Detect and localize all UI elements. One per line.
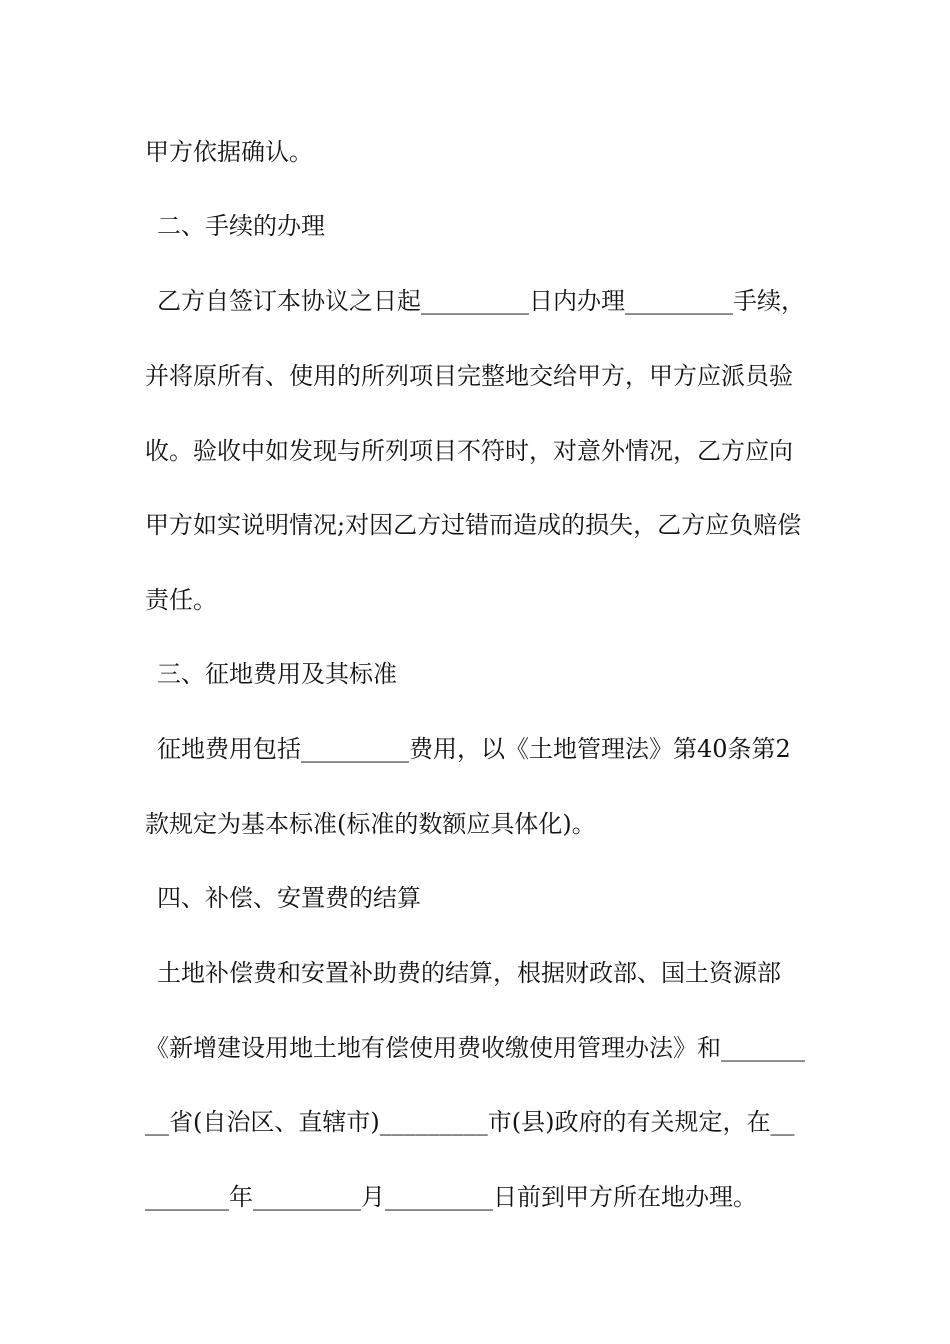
paragraph-line: 甲方依据确认。	[145, 138, 313, 166]
section-heading: 三、征地费用及其标准	[157, 660, 397, 688]
paragraph-line: _______年_________月_________日前到甲方所在地办理。	[145, 1183, 757, 1211]
section-heading: 二、手续的办理	[157, 212, 325, 240]
paragraph-line: 土地补偿费和安置补助费的结算，根据财政部、国土资源部	[157, 959, 781, 987]
section-heading: 四、补偿、安置费的结算	[157, 884, 421, 912]
paragraph-line: 并将原所有、使用的所列项目完整地交给甲方，甲方应派员验	[145, 362, 793, 390]
paragraph-line: 收。验收中如发现与所列项目不符时，对意外情况，乙方应向	[145, 437, 793, 465]
paragraph-line: 乙方自签订本协议之日起_________日内办理_________手续，	[157, 287, 805, 315]
paragraph-line: 征地费用包括_________费用，以《土地管理法》第40条第2	[157, 735, 791, 763]
paragraph-line: 甲方如实说明情况;对因乙方过错而造成的损失，乙方应负赔偿	[145, 511, 802, 539]
paragraph-line: 《新增建设用地土地有偿使用费收缴使用管理办法》和_______	[145, 1034, 805, 1062]
paragraph-line: 款规定为基本标准(标准的数额应具体化)。	[145, 810, 596, 838]
paragraph-line: 责任。	[145, 586, 217, 614]
paragraph-line: __省(自治区、直辖市)_________市(县)政府的有关规定，在__	[145, 1108, 795, 1136]
